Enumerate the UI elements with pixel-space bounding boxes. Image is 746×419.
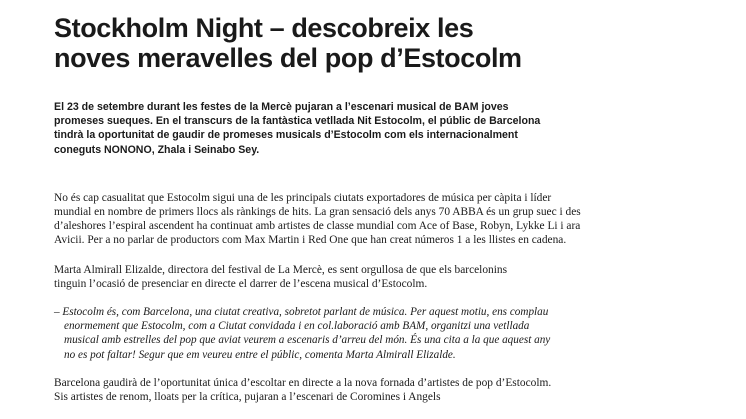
- article-paragraph-3: Barcelona gaudirà de l’oportunitat única d’escoltar en directe a la nova fornada d’artistes de pop d’Estocolm. Sis artistes de renom, lloats per la crítica, pujaran a l’escenari de Coromines i Angels: [54, 376, 552, 404]
- article-title: [54, 13, 614, 73]
- article-title-line-2: noves meravelles del pop d’Estocolm: [54, 43, 522, 73]
- article-lead: El 23 de setembre durant les festes de la Mercè pujaran a l’escenari musical de BAM joves promeses sueques. En el transcurs de la fantàstica vetllada Nit Estocolm, el públic de Barcelona tindrà la oportunitat de gaudir de promeses musicals d’Estocolm com els internacionalment coneguts NONONO, Zhala i Seinabo Sey.: [54, 101, 541, 156]
- article-paragraph-2: Marta Almirall Elizalde, directora del festival de La Mercè, es sent orgullosa de que els barcelonins tinguin l’ocasió de presenciar en directe el darrer de l’escena musical d’Estocolm.: [54, 263, 508, 290]
- article-title-line-1: Stockholm Night – descobreix les: [54, 13, 474, 43]
- article-quote: – Estocolm és, com Barcelona, una ciutat creativa, sobretot parlant de música. Per aquest motiu, ens complau enormement que Estocolm, com a Ciutat convidada i en col.laboració amb BAM, organitzi una vetllada musical amb estrelles del pop que aviat veurem a escenaris d’arreu del món. És una cita a la que aquest any no es pot faltar! Segur que em veureu entre el públic, comenta Marta Almirall Elizalde.: [54, 306, 551, 361]
- document-page: [54, 13, 614, 404]
- article-paragraph-1: No és cap casualitat que Estocolm sigui una de les principals ciutats exportadores de música per càpita i líder mundial en nombre de primers llocs als rànkings de hits. La gran sensació dels anys 70 ABBA és un grup suec i des d’aleshores l’espiral ascendent ha continuat amb artistes de classe mundial com Ace of Base, Robyn, Lykke Li i ara Avicii. Per a no parlar de productors com Max Martin i Red One que han creat números 1 a les llistes en cadena.: [54, 191, 581, 247]
